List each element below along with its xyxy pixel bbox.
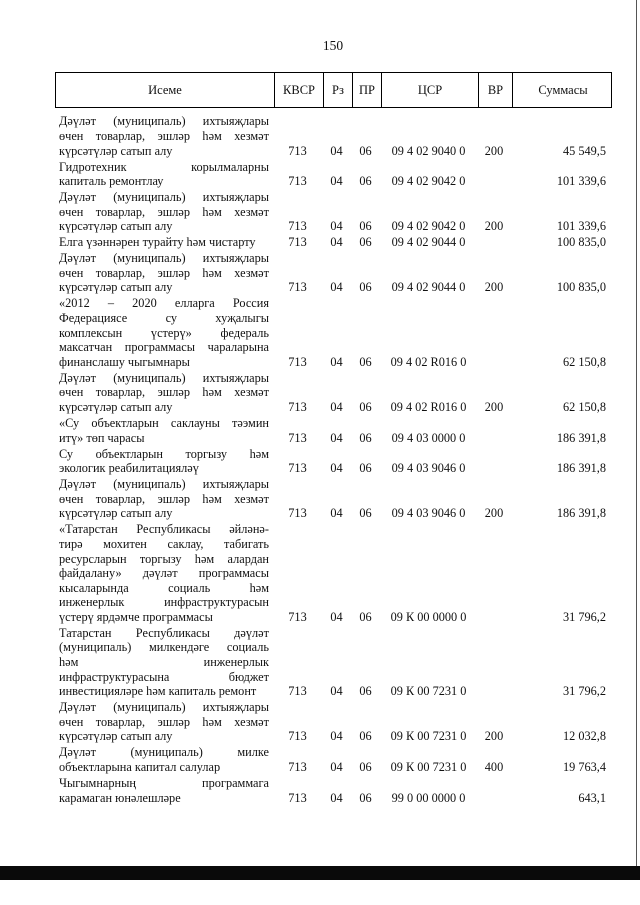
table-row xyxy=(55,189,612,234)
rz-cell: 04 xyxy=(330,143,343,158)
name-line: үстерү ярдәмче программасы xyxy=(59,609,213,624)
vr-cell: 200 xyxy=(484,280,504,295)
name-cell xyxy=(55,160,273,189)
name-line: өчен товарлар, эшләр һәм хезмәт xyxy=(59,491,269,506)
sum-cell: 186 391,8 xyxy=(556,461,606,476)
header-pr: ПР xyxy=(352,73,381,107)
kvsr-cell: 713 xyxy=(288,400,307,415)
name-line: файдалану» дәүләт программасы xyxy=(59,566,269,581)
rz-cell: 04 xyxy=(330,354,343,369)
table-row xyxy=(55,158,612,189)
csr-cell: 09 4 02 9042 0 xyxy=(391,219,466,234)
csr-cell: 09 4 02 9044 0 xyxy=(391,280,466,295)
kvsr-cell: 713 xyxy=(288,219,307,234)
rz-cell: 04 xyxy=(330,790,343,805)
name-line: (муниципаль) милкендәге социаль xyxy=(59,640,269,655)
header-sum: Суммасы xyxy=(512,73,613,107)
pr-cell: 06 xyxy=(359,430,372,445)
name-line: инвестицияләре һәм капиталь ремонт xyxy=(59,684,257,699)
name-cell xyxy=(55,114,273,158)
sum-cell: 31 796,2 xyxy=(562,609,606,624)
name-line: экологик реабилитацияләү xyxy=(59,461,199,476)
kvsr-cell: 713 xyxy=(288,684,307,699)
rz-cell: 04 xyxy=(330,609,343,624)
kvsr-cell: 713 xyxy=(288,430,307,445)
table-row xyxy=(55,415,612,446)
sum-cell: 101 339,6 xyxy=(556,219,606,234)
budget-table xyxy=(55,72,612,805)
name-line: өчен товарлар, эшләр һәм хезмәт xyxy=(59,714,269,729)
rz-cell: 04 xyxy=(330,430,343,445)
sum-cell: 45 549,5 xyxy=(562,143,606,158)
name-cell xyxy=(55,296,273,369)
pr-cell: 06 xyxy=(359,729,372,744)
rz-cell: 04 xyxy=(330,461,343,476)
csr-cell: 09 4 02 R016 0 xyxy=(390,400,467,415)
sum-cell: 62 150,8 xyxy=(562,400,606,415)
name-line: капиталь ремонтлау xyxy=(59,174,164,189)
kvsr-cell: 713 xyxy=(288,790,307,805)
name-cell xyxy=(55,235,273,250)
pr-cell: 06 xyxy=(359,235,372,250)
vr-cell: 400 xyxy=(484,760,504,774)
table-row xyxy=(55,744,612,775)
name-line: һәм инженерлык xyxy=(59,655,269,670)
csr-cell: 09 4 03 9046 0 xyxy=(391,506,466,521)
name-cell xyxy=(55,190,273,234)
name-cell xyxy=(55,371,273,415)
name-line: Чыгымнарның программага xyxy=(59,775,269,790)
name-line: Дәүләт (муниципаль) милке xyxy=(59,745,269,760)
name-line: ресурсларын торгызу һәм алардан xyxy=(59,551,269,566)
rz-cell: 04 xyxy=(330,174,343,189)
name-cell xyxy=(55,251,273,295)
table-row xyxy=(55,775,612,806)
scan-edge-line xyxy=(636,0,637,866)
name-line: итү» төп чарасы xyxy=(59,430,145,445)
pr-cell: 06 xyxy=(359,506,372,521)
header-kvsr: КВСР xyxy=(274,73,323,107)
vr-cell: 200 xyxy=(484,506,504,521)
name-line: Су объектларын торгызу һәм xyxy=(59,446,269,461)
rz-cell: 04 xyxy=(330,280,343,295)
name-line: Федерациясе су хуҗалыгы xyxy=(59,311,269,326)
name-cell xyxy=(55,700,273,744)
sum-cell: 19 763,4 xyxy=(562,760,606,774)
pr-cell: 06 xyxy=(359,400,372,415)
header-name: Исеме xyxy=(148,82,182,97)
name-line: Дәүләт (муниципаль) ихтыяҗлары xyxy=(59,700,269,715)
header-rz: Рз xyxy=(323,73,352,107)
table-body xyxy=(55,108,612,805)
name-line: Дәүләт (муниципаль) ихтыяҗлары xyxy=(59,251,269,266)
name-line: Дәүләт (муниципаль) ихтыяҗлары xyxy=(59,114,269,129)
name-line: комплексын үстерү» федераль xyxy=(59,325,269,340)
name-cell xyxy=(55,522,273,624)
rz-cell: 04 xyxy=(330,235,343,250)
page-number: 150 xyxy=(322,38,344,53)
name-line: күрсәтүләр сатып алу xyxy=(59,400,173,415)
pr-cell: 06 xyxy=(359,609,372,624)
table-row xyxy=(55,295,612,369)
kvsr-cell: 713 xyxy=(288,461,307,476)
table-row xyxy=(55,445,612,476)
header-vr: ВР xyxy=(478,73,512,107)
name-line: финанслашу чыгымнары xyxy=(59,354,190,369)
kvsr-cell: 713 xyxy=(288,609,307,624)
name-line: күрсәтүләр сатып алу xyxy=(59,143,173,158)
kvsr-cell: 713 xyxy=(288,354,307,369)
name-line: күрсәтүләр сатып алу xyxy=(59,506,173,521)
table-header xyxy=(55,72,612,108)
name-cell xyxy=(55,745,273,774)
name-line: Елга үзәннәрен турайту һәм чистарту xyxy=(59,235,256,250)
name-line: Татарстан Республикасы дәүләт xyxy=(59,625,269,640)
csr-cell: 09 4 02 9044 0 xyxy=(391,235,466,250)
name-line: өчен товарлар, эшләр һәм хезмәт xyxy=(59,385,269,400)
name-line: инфраструктурасына бюджет xyxy=(59,669,269,684)
name-line: Гидротехник корылмаларны xyxy=(59,159,269,174)
kvsr-cell: 713 xyxy=(288,506,307,521)
sum-cell: 186 391,8 xyxy=(556,430,606,445)
csr-cell: 09 К 00 0000 0 xyxy=(390,609,467,624)
name-line: күрсәтүләр сатып алу xyxy=(59,729,173,744)
name-cell xyxy=(55,477,273,521)
name-cell xyxy=(55,416,273,445)
table-row xyxy=(55,369,612,414)
table-row xyxy=(55,521,612,625)
kvsr-cell: 713 xyxy=(288,235,307,250)
pr-cell: 06 xyxy=(359,174,372,189)
table-row xyxy=(55,699,612,744)
name-line: «2012 – 2020 елларга Россия xyxy=(59,296,269,311)
table-row xyxy=(55,113,612,158)
sum-cell: 62 150,8 xyxy=(562,354,606,369)
csr-cell: 09 К 00 7231 0 xyxy=(390,684,467,699)
table-row xyxy=(55,624,612,698)
sum-cell: 101 339,6 xyxy=(556,174,606,189)
vr-cell: 200 xyxy=(484,729,504,744)
name-line: өчен товарлар, эшләр һәм хезмәт xyxy=(59,265,269,280)
name-line: Дәүләт (муниципаль) ихтыяҗлары xyxy=(59,190,269,205)
rz-cell: 04 xyxy=(330,400,343,415)
name-line: максатчан программасы чараларына xyxy=(59,340,269,355)
name-line: «Су объектларын саклауны тәэмин xyxy=(59,416,269,430)
csr-cell: 99 0 00 0000 0 xyxy=(391,790,466,805)
name-cell xyxy=(55,447,273,476)
name-cell xyxy=(55,626,273,699)
csr-cell: 09 К 00 7231 0 xyxy=(390,760,467,774)
csr-cell: 09 4 03 0000 0 xyxy=(391,430,466,445)
csr-cell: 09 К 00 7231 0 xyxy=(390,729,467,744)
name-line: карамаган юнәлешләре xyxy=(59,790,181,805)
pr-cell: 06 xyxy=(359,760,372,774)
table-row xyxy=(55,476,612,521)
name-line: тирә мохитен саклау, табигать xyxy=(59,536,269,551)
sum-cell: 31 796,2 xyxy=(562,684,606,699)
name-line: өчен товарлар, эшләр һәм хезмәт xyxy=(59,204,269,219)
sum-cell: 100 835,0 xyxy=(556,235,606,250)
name-line: күрсәтүләр сатып алу xyxy=(59,280,173,295)
kvsr-cell: 713 xyxy=(288,729,307,744)
rz-cell: 04 xyxy=(330,760,343,774)
csr-cell: 09 4 02 9042 0 xyxy=(391,174,466,189)
kvsr-cell: 713 xyxy=(288,760,307,774)
header-csr: ЦСР xyxy=(381,73,478,107)
csr-cell: 09 4 03 9046 0 xyxy=(391,461,466,476)
kvsr-cell: 713 xyxy=(288,143,307,158)
name-line: Дәүләт (муниципаль) ихтыяҗлары xyxy=(59,477,269,492)
name-line: «Татарстан Республикасы әйләнә- xyxy=(59,522,269,537)
name-line: объектларына капитал салулар xyxy=(59,760,221,774)
pr-cell: 06 xyxy=(359,219,372,234)
table-row xyxy=(55,234,612,250)
rz-cell: 04 xyxy=(330,219,343,234)
name-line: кысаларында социаль һәм xyxy=(59,580,269,595)
table-row xyxy=(55,250,612,295)
pr-cell: 06 xyxy=(359,280,372,295)
name-line: инженерлык инфраструктурасын xyxy=(59,595,269,610)
kvsr-cell: 713 xyxy=(288,174,307,189)
sum-cell: 643,1 xyxy=(578,790,606,805)
vr-cell: 200 xyxy=(484,143,504,158)
kvsr-cell: 713 xyxy=(288,280,307,295)
pr-cell: 06 xyxy=(359,790,372,805)
rz-cell: 04 xyxy=(330,729,343,744)
name-line: Дәүләт (муниципаль) ихтыяҗлары xyxy=(59,370,269,385)
csr-cell: 09 4 02 9040 0 xyxy=(391,143,466,158)
vr-cell: 200 xyxy=(484,400,504,415)
rz-cell: 04 xyxy=(330,506,343,521)
sum-cell: 100 835,0 xyxy=(556,280,606,295)
rz-cell: 04 xyxy=(330,684,343,699)
name-line: өчен товарлар, эшләр һәм хезмәт xyxy=(59,128,269,143)
name-cell xyxy=(55,776,273,805)
pr-cell: 06 xyxy=(359,143,372,158)
csr-cell: 09 4 02 R016 0 xyxy=(390,354,467,369)
sum-cell: 12 032,8 xyxy=(562,729,606,744)
name-line: күрсәтүләр сатып алу xyxy=(59,219,173,234)
pr-cell: 06 xyxy=(359,684,372,699)
pr-cell: 06 xyxy=(359,461,372,476)
scan-bottom-band xyxy=(0,866,640,880)
vr-cell: 200 xyxy=(484,219,504,234)
sum-cell: 186 391,8 xyxy=(556,506,606,521)
pr-cell: 06 xyxy=(359,354,372,369)
